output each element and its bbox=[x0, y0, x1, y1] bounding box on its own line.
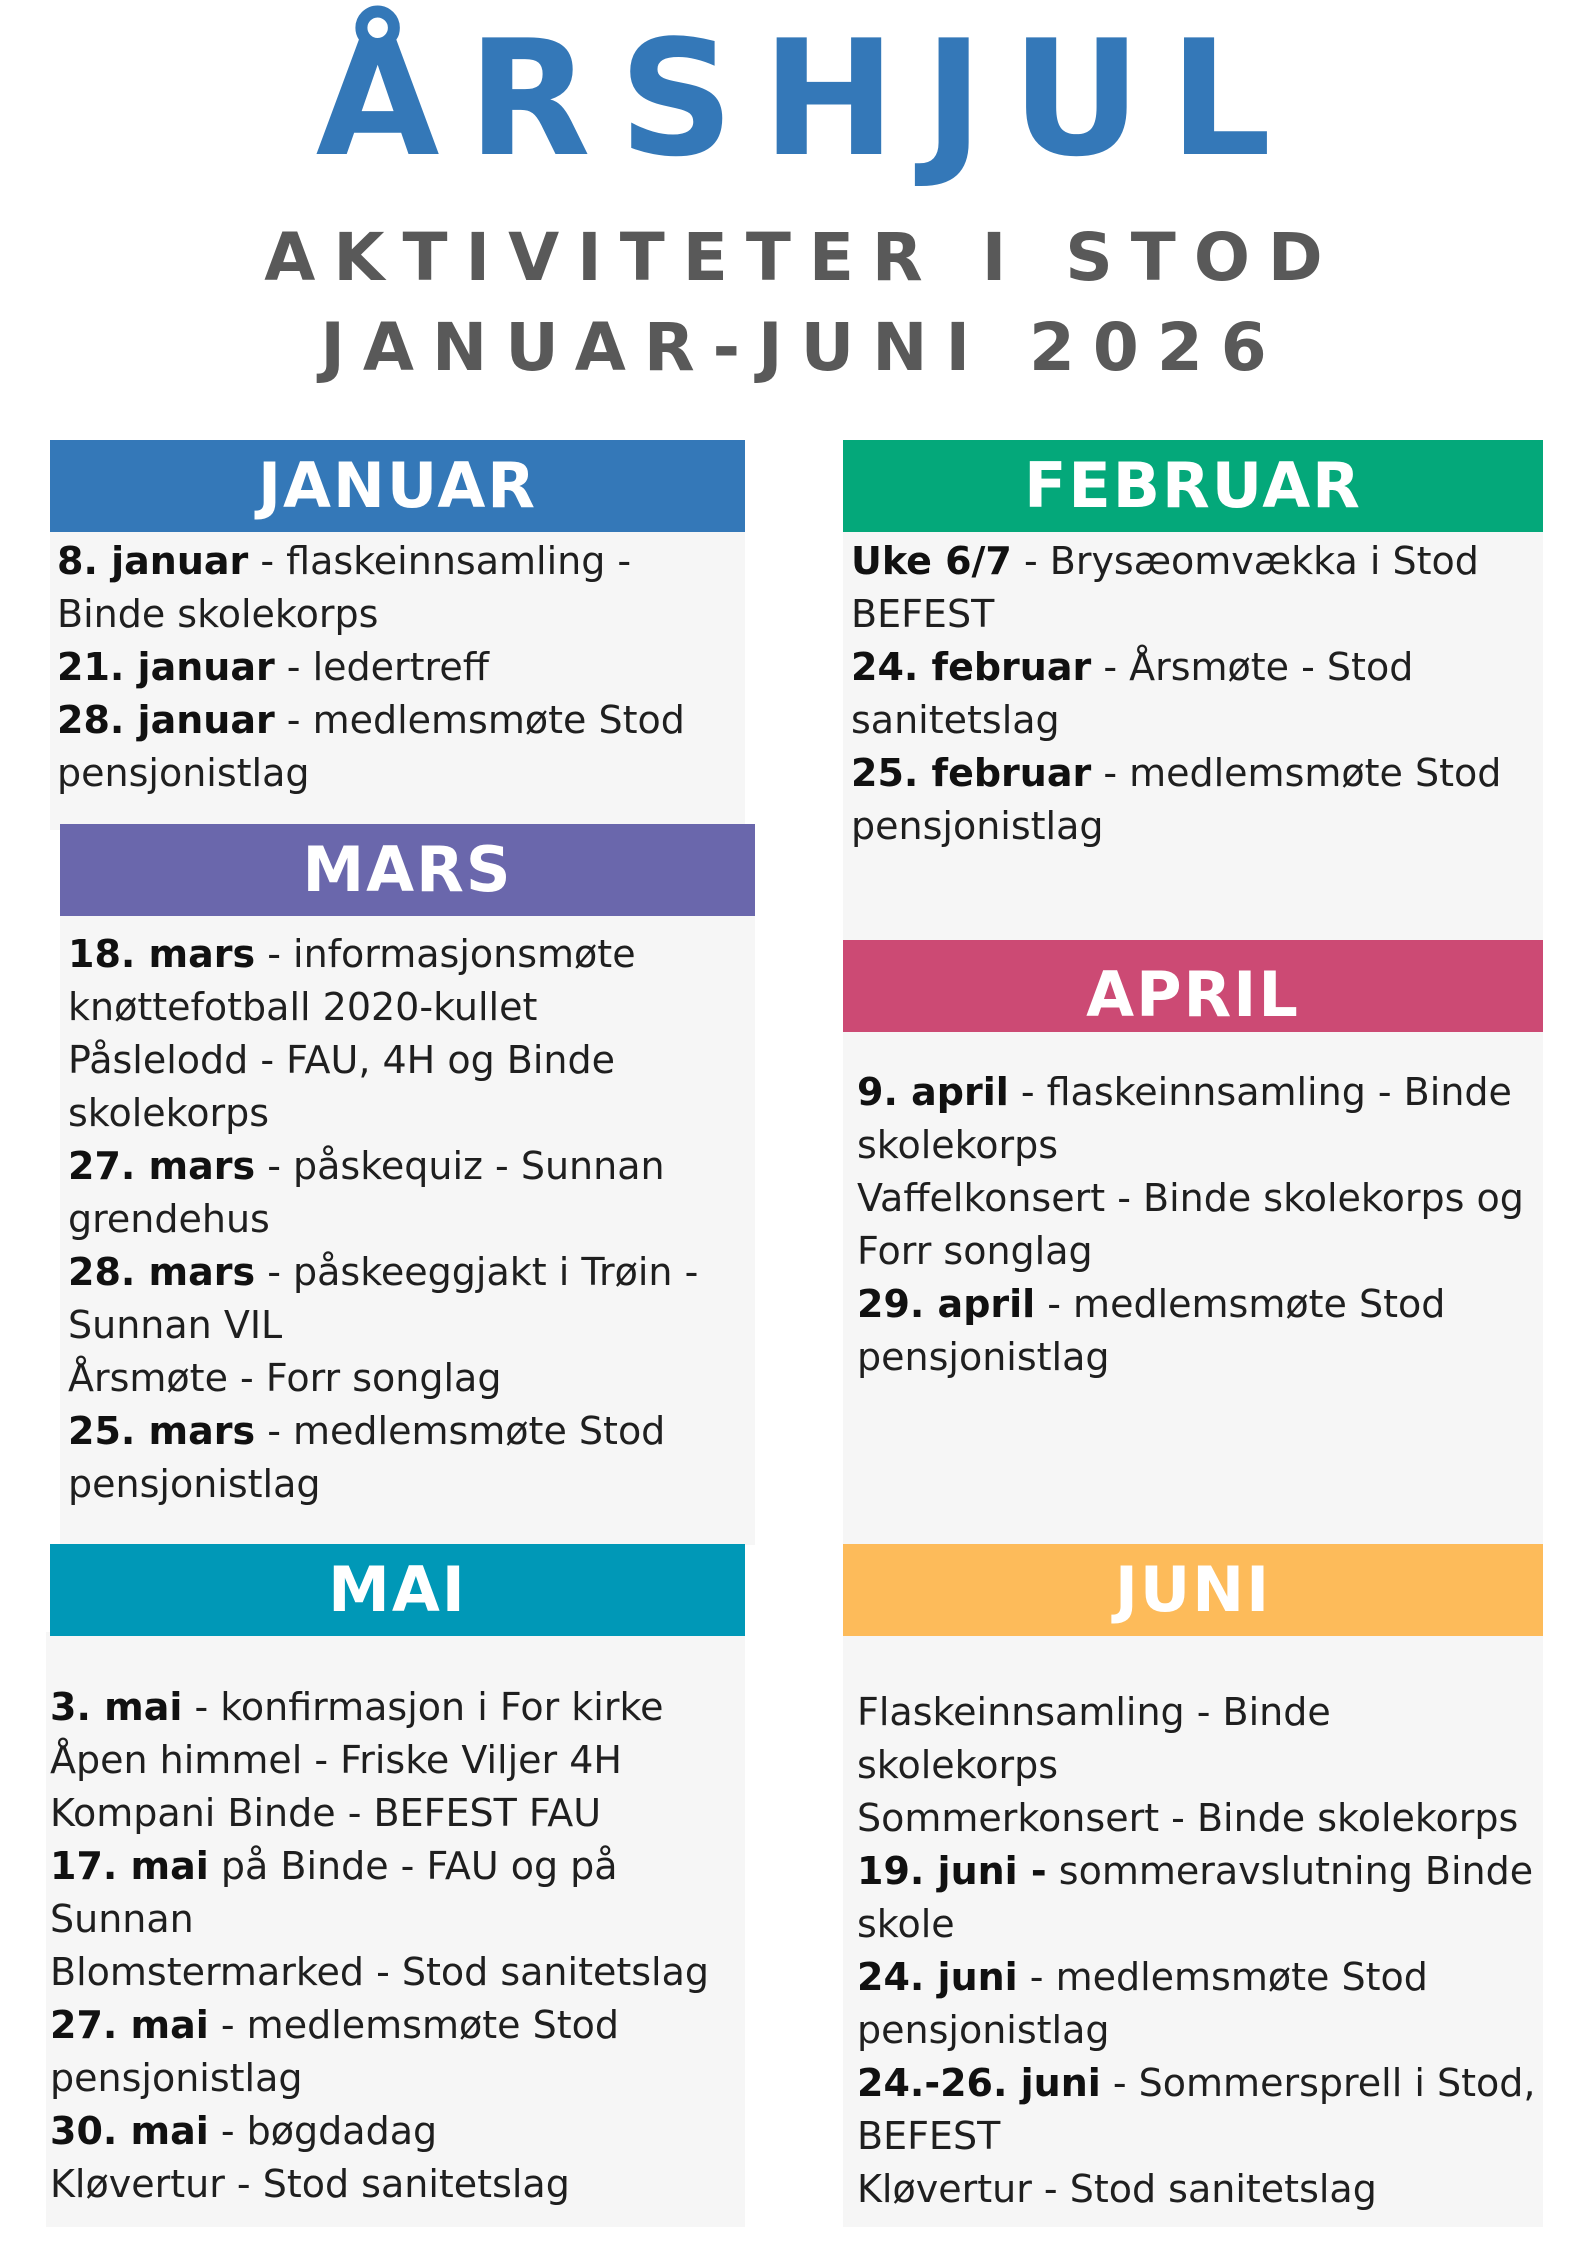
event-item bbox=[857, 1686, 1537, 1792]
event-text: - Brysæomvækka i Stod BEFEST bbox=[851, 539, 1479, 636]
event-text: Blomstermarked - Stod sanitetslag bbox=[50, 1950, 710, 1994]
event-item bbox=[857, 1845, 1537, 1951]
event-text: - påskequiz - Sunnan grendehus bbox=[68, 1144, 665, 1241]
event-text: Sommerkonsert - Binde skolekorps bbox=[857, 1796, 1519, 1840]
page-title: ÅRSHJUL bbox=[315, 5, 1300, 192]
event-text: - Årsmøte - Stod sanitetslag bbox=[851, 645, 1414, 742]
event-item bbox=[50, 1681, 740, 1734]
event-text: Åpen himmel - Friske Viljer 4H bbox=[50, 1738, 622, 1782]
subtitle-period: JANUAR-JUNI 2026 bbox=[320, 309, 1285, 386]
event-date: 27. mai bbox=[50, 2003, 209, 2047]
event-item bbox=[857, 1172, 1527, 1278]
event-text: - medlemsmøte Stod pensjonistlag bbox=[857, 1955, 1428, 2052]
event-date: 24. februar bbox=[851, 645, 1092, 689]
event-item bbox=[50, 1787, 740, 1840]
event-text: - medlemsmøte Stod pensjonistlag bbox=[68, 1409, 666, 1506]
event-text: - påskeeggjakt i Trøin - Sunnan VIL bbox=[68, 1250, 699, 1347]
event-item bbox=[50, 1840, 740, 1946]
event-item bbox=[68, 928, 748, 1034]
month-header-mai: MAI bbox=[50, 1544, 745, 1636]
events-mars bbox=[68, 928, 748, 1511]
events-februar bbox=[851, 535, 1526, 853]
event-text: - medlemsmøte Stod pensjonistlag bbox=[57, 698, 685, 795]
event-text: Påslelodd - FAU, 4H og Binde skolekorps bbox=[68, 1038, 615, 1135]
event-date: 3. mai bbox=[50, 1685, 183, 1729]
event-text: - informasjonsmøte knøttefotball 2020-kullet bbox=[68, 932, 636, 1029]
events-mai bbox=[50, 1681, 740, 2211]
event-date: 24. juni bbox=[857, 1955, 1018, 1999]
event-item bbox=[68, 1352, 748, 1405]
event-text: - medlemsmøte Stod pensjonistlag bbox=[851, 751, 1502, 848]
event-item bbox=[857, 1792, 1537, 1845]
event-text: - ledertreff bbox=[274, 645, 489, 689]
event-item bbox=[57, 641, 732, 694]
month-header-januar: JANUAR bbox=[50, 440, 745, 532]
event-text: Kløvertur - Stod sanitetslag bbox=[50, 2162, 570, 2206]
event-item bbox=[851, 747, 1526, 853]
event-item bbox=[857, 2057, 1537, 2163]
event-date: 9. april bbox=[857, 1070, 1009, 1114]
event-item bbox=[857, 1278, 1527, 1384]
event-text: Årsmøte - Forr songlag bbox=[68, 1356, 502, 1400]
event-item bbox=[50, 1999, 740, 2105]
event-date: 17. mai bbox=[50, 1844, 209, 1888]
event-text: - konfirmasjon i For kirke bbox=[182, 1685, 664, 1729]
event-text: - flaskeinnsamling - Binde skolekorps bbox=[857, 1070, 1512, 1167]
event-date: 24.-26. juni bbox=[857, 2061, 1101, 2105]
event-item bbox=[857, 2163, 1537, 2216]
event-text: Vaffelkonsert - Binde skolekorps og Forr songlag bbox=[857, 1176, 1524, 1273]
events-juni bbox=[857, 1686, 1537, 2216]
event-date: 30. mai bbox=[50, 2109, 209, 2153]
events-januar bbox=[57, 535, 732, 800]
subtitle-activities: AKTIVITETER I STOD bbox=[264, 219, 1341, 296]
event-text: - flaskeinnsamling - Binde skolekorps bbox=[57, 539, 632, 636]
event-item bbox=[68, 1246, 748, 1352]
event-item bbox=[57, 694, 732, 800]
event-date: 28. januar bbox=[57, 698, 275, 742]
event-date: 19. juni - bbox=[857, 1849, 1047, 1893]
event-date: 21. januar bbox=[57, 645, 275, 689]
month-header-juni: JUNI bbox=[843, 1544, 1543, 1636]
event-text: Kompani Binde - BEFEST FAU bbox=[50, 1791, 602, 1835]
event-date: 18. mars bbox=[68, 932, 256, 976]
event-item bbox=[50, 1734, 740, 1787]
event-text: sommeravslutning Binde skole bbox=[857, 1849, 1534, 1946]
events-april bbox=[857, 1066, 1527, 1384]
event-item bbox=[857, 1066, 1527, 1172]
event-text: - medlemsmøte Stod pensjonistlag bbox=[857, 1282, 1446, 1379]
event-text: - medlemsmøte Stod pensjonistlag bbox=[50, 2003, 619, 2100]
event-date: 25. mars bbox=[68, 1409, 256, 1453]
month-header-februar: FEBRUAR bbox=[843, 440, 1543, 532]
event-text: Flaskeinnsamling - Binde skolekorps bbox=[857, 1690, 1331, 1787]
event-date: 27. mars bbox=[68, 1144, 256, 1188]
event-item bbox=[50, 2158, 740, 2211]
event-item bbox=[50, 1946, 740, 1999]
event-item bbox=[857, 1951, 1537, 2057]
event-text: Kløvertur - Stod sanitetslag bbox=[857, 2167, 1377, 2211]
event-date: 29. april bbox=[857, 1282, 1036, 1326]
event-date: 28. mars bbox=[68, 1250, 256, 1294]
event-date: 25. februar bbox=[851, 751, 1092, 795]
event-text: - Sommersprell i Stod, BEFEST bbox=[857, 2061, 1536, 2158]
month-header-april: APRIL bbox=[843, 940, 1543, 1032]
event-item bbox=[851, 641, 1526, 747]
event-item bbox=[68, 1405, 748, 1511]
event-item bbox=[68, 1140, 748, 1246]
event-item bbox=[851, 535, 1526, 641]
event-item bbox=[57, 535, 732, 641]
event-text: - bøgdadag bbox=[208, 2109, 438, 2153]
event-date: Uke 6/7 bbox=[851, 539, 1012, 583]
month-header-mars: MARS bbox=[60, 824, 755, 916]
event-date: 8. januar bbox=[57, 539, 249, 583]
event-item bbox=[68, 1034, 748, 1140]
event-item bbox=[50, 2105, 740, 2158]
event-text: på Binde - FAU og på Sunnan bbox=[50, 1844, 618, 1941]
